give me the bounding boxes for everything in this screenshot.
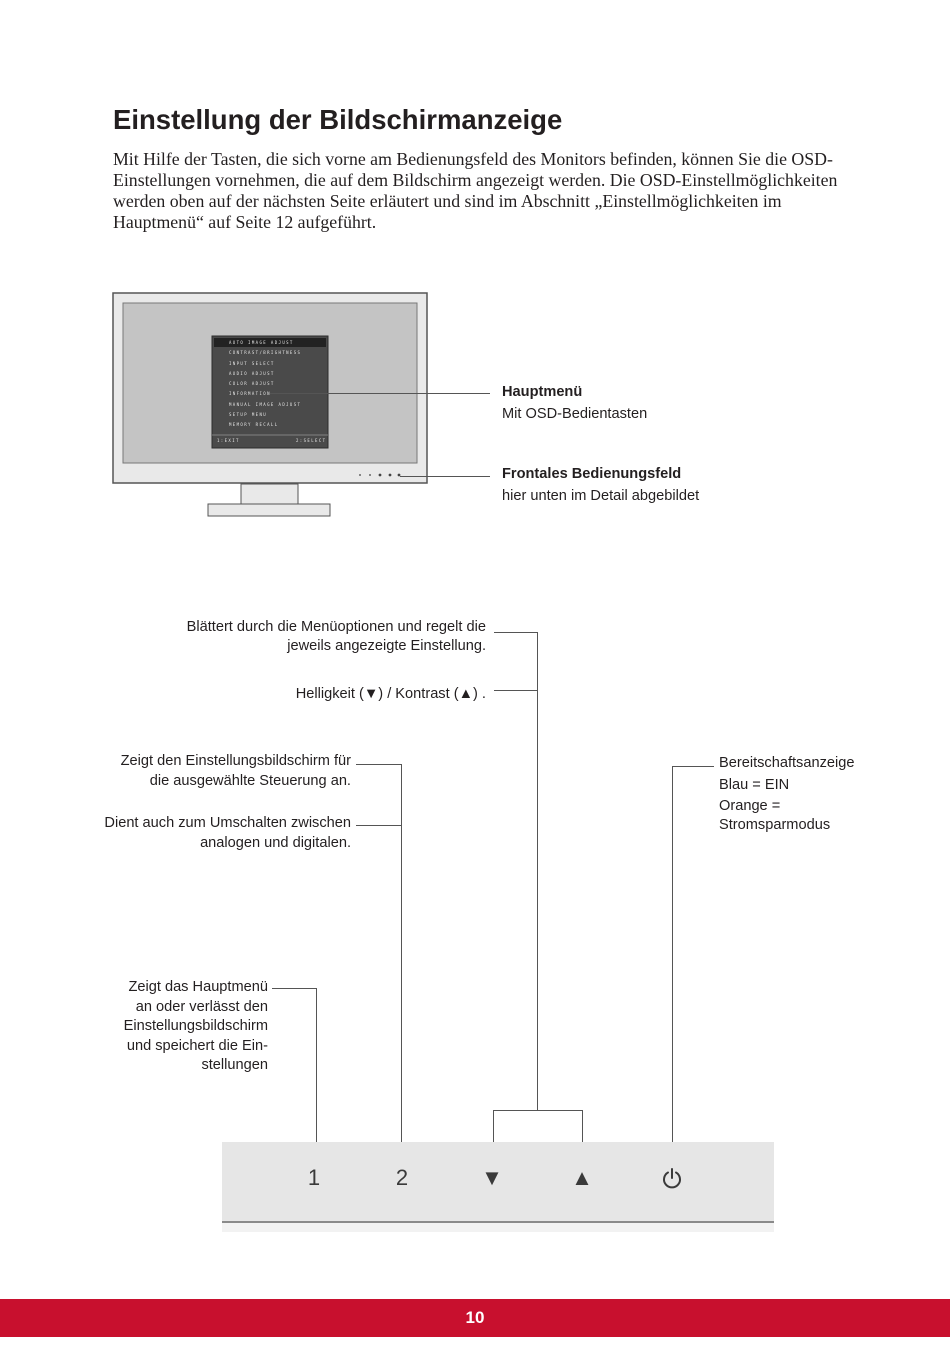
osd-item: MEMORY RECALL <box>229 422 279 428</box>
callout-main-menu-title: Hauptmenü <box>502 384 583 400</box>
label-button1-line: an oder verlässt den <box>135 998 268 1015</box>
callout-line-main-menu <box>270 393 490 394</box>
leader-button1-v <box>316 988 317 1142</box>
page-title: Einstellung der Bildschirmanzeige <box>113 104 563 135</box>
osd-item: CONTRAST/BRIGHTNESS <box>229 350 302 356</box>
osd-item: INPUT SELECT <box>229 360 275 366</box>
leader-button2-h2 <box>356 825 401 826</box>
leader-scroll-v <box>537 632 538 1110</box>
label-button1-line: und speichert die Ein- <box>126 1037 268 1054</box>
callout-front-panel-title: Frontales Bedienungsfeld <box>502 466 682 482</box>
label-brightness-contrast: Helligkeit (▼) / Kontrast (▲) . <box>295 686 486 702</box>
leader-arrows-bracket <box>493 1110 582 1111</box>
callout-front-panel-sub: hier unten im Detail abgebildet <box>502 488 700 504</box>
power-icon[interactable] <box>661 1167 683 1189</box>
osd-footer-right: 2:SELECT <box>296 438 327 443</box>
osd-item: AUTO IMAGE ADJUST <box>229 340 294 345</box>
osd-item: SETUP MENU <box>229 412 268 418</box>
callout-line-front-panel <box>400 476 490 477</box>
leader-button2-v <box>401 764 402 1142</box>
leader-brightness-h <box>494 690 537 691</box>
label-button1-line: Zeigt das Hauptmenü <box>128 979 268 995</box>
button-2[interactable]: 2 <box>395 1165 409 1190</box>
callout-main-menu-sub: Mit OSD-Bedientasten <box>502 406 648 422</box>
osd-footer-left: 1:EXIT <box>217 438 240 443</box>
label-button1-line: stellungen <box>201 1057 268 1073</box>
label-power-orange-1: Orange = <box>719 798 781 814</box>
label-power-blue: Blau = EIN <box>719 777 790 793</box>
button-down[interactable]: ▼ <box>481 1165 503 1190</box>
leader-power-h <box>672 766 714 767</box>
label-button1-line: Einstellungsbildschirm <box>123 1018 268 1034</box>
leader-button1-h <box>272 988 316 989</box>
osd-item: MANUAL IMAGE ADJUST <box>229 401 302 407</box>
label-button2-line1: Zeigt den Einstellungsbildschirm für <box>120 753 351 769</box>
front-panel-lip <box>222 1223 774 1232</box>
osd-item: AUDIO ADJUST <box>229 370 275 376</box>
leader-up-v <box>582 1110 583 1142</box>
intro-paragraph: Mit Hilfe der Tasten, die sich vorne am Bedienungsfeld des Monitors befinden, können Sie die OSD-Einstellungen vornehmen, die auf dem Bildschirm angezeigt werden. Die OSD-Einstellmöglichkeiten werden oben auf der nächsten Seite erläutert und sind im Abschnitt „Einstellmöglichkeiten im Hauptmenü“ auf Seite 12 aufgeführt. <box>113 149 838 232</box>
label-scroll-line2: jeweils angezeigte Einstellung. <box>287 638 486 654</box>
label-button2-alt-line2: analogen und digitalen. <box>200 835 351 851</box>
leader-scroll-h <box>494 632 537 633</box>
label-button2-line2: die ausgewählte Steuerung an. <box>149 773 351 789</box>
label-button1 <box>40 978 268 1076</box>
page-number: 10 <box>465 1308 485 1327</box>
osd-item: COLOR ADJUST <box>229 381 275 387</box>
label-scroll-line1: Blättert durch die Menüoptionen und regelt die <box>186 619 486 635</box>
button-1[interactable]: 1 <box>307 1165 321 1190</box>
osd-menu <box>215 338 327 431</box>
leader-power-v <box>672 766 673 1142</box>
button-up[interactable]: ▲ <box>571 1165 593 1190</box>
osd-item: INFORMATION <box>229 391 271 397</box>
label-power-title: Bereitschaftsanzeige <box>719 755 855 771</box>
leader-button2-h1 <box>356 764 401 765</box>
leader-down-v <box>493 1110 494 1142</box>
label-power-orange-2: Stromsparmodus <box>719 817 831 833</box>
label-button2-alt-line1: Dient auch zum Umschalten zwischen <box>104 815 351 831</box>
